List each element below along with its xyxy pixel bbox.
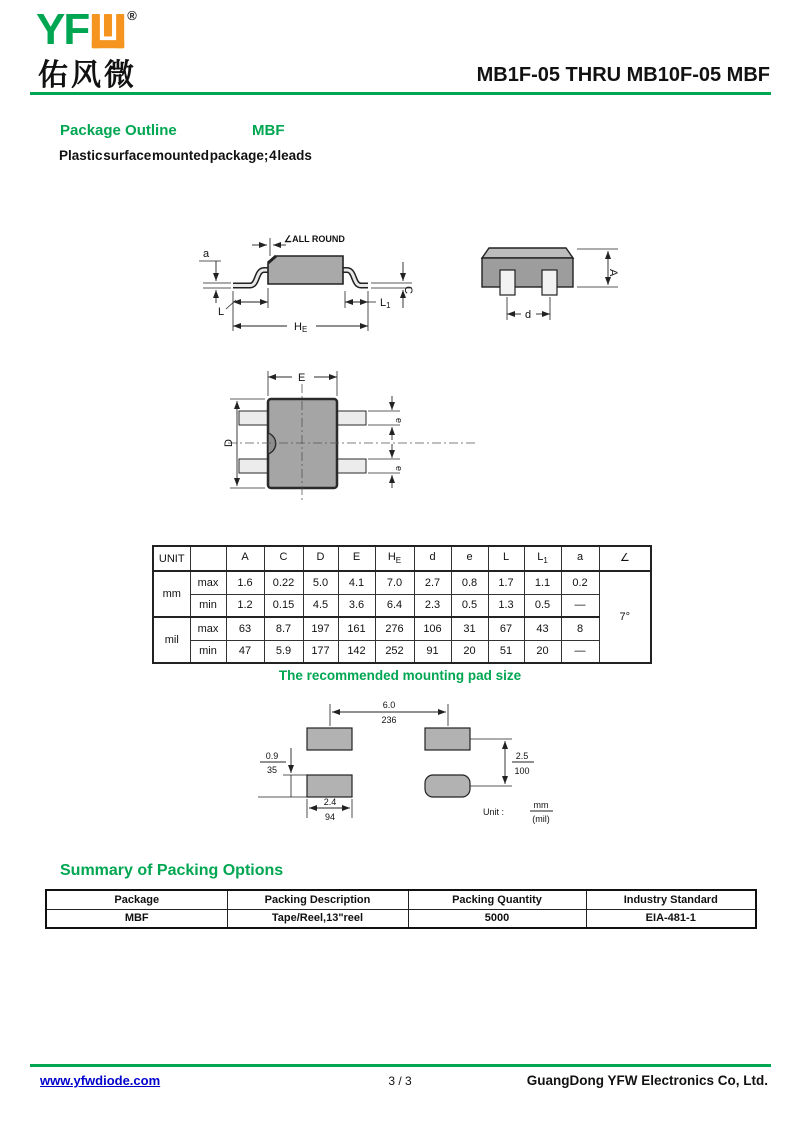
dimensions-table: UNIT A C D E $H_E$ d e L $L_1$ a ∠ mm max 1.6 0.22 5.0 4.1 7.0 2.7 0.8 1.7 1.1 0.2 7° min 1.2 0.15 4.5 3.6 6.4 2.3 0.5 1.3 0.5 — mil max 63 8.7 197 161 276 106 31 67 43 8 min 47 5.9 177 142 252 91 20 51 20 —: [152, 545, 652, 664]
side-view: [199, 238, 412, 331]
package-outline-drawing: [0, 210, 800, 540]
top-view: [228, 371, 478, 502]
unit-note-mil: (mil): [532, 814, 550, 824]
section-heading-package-outline: Package Outline: [60, 122, 177, 139]
label-e-width: E: [298, 372, 306, 384]
table-row: mm max 1.6 0.22 5.0 4.1 7.0 2.7 0.8 1.7 1.1 0.2 7°: [153, 571, 651, 594]
angle-value: 7°: [599, 571, 651, 663]
label-a: a: [203, 248, 210, 260]
pad-span-mil: 236: [381, 715, 397, 725]
section-heading-packing: Summary of Packing Options: [60, 862, 284, 879]
packing-data-row: [46, 909, 756, 928]
package-name: MBF: [252, 122, 285, 139]
label-l1: L1: [380, 297, 391, 310]
pad-gap-mm: 2.5: [515, 751, 529, 761]
mounting-pad-heading: The recommended mounting pad size: [278, 668, 522, 683]
packing-quantity: 5000: [408, 909, 586, 928]
table-row: min 47 5.9 177 142 252 91 20 51 20 —: [153, 640, 651, 663]
pads: [258, 704, 553, 818]
table-row: min 1.2 0.15 4.5 3.6 6.4 2.3 0.5 1.3 0.5 —: [153, 594, 651, 617]
registered-mark: ®: [127, 8, 137, 23]
pad-width-mm: 2.4: [323, 797, 337, 807]
packing-package: MBF: [46, 909, 227, 928]
label-e-pitch-top: e: [394, 418, 404, 424]
logo-chinese-name: 佑风微: [38, 59, 137, 92]
packing-table: [45, 889, 757, 929]
table-row: mil max 63 8.7 197 161 276 106 31 67 43 8: [153, 617, 651, 640]
label-e-pitch-bottom: e: [394, 466, 404, 472]
pad-span-mm: 6.0: [382, 700, 396, 710]
pad-gap-mil: 100: [514, 766, 530, 776]
packing-header-row: Package Packing Description Packing Quantity Industry Standard: [46, 890, 756, 909]
footer-page-number: 3 / 3: [388, 1074, 412, 1088]
logo-text: YF: [36, 5, 89, 54]
pad-width-mil: 94: [324, 812, 336, 822]
pad-height-mil: 35: [266, 765, 278, 775]
pad-height-mm: 0.9: [265, 751, 279, 761]
label-all-round: ∠ALL ROUND: [284, 234, 345, 244]
packing-description: Tape/Reel,13"reel: [227, 909, 408, 928]
package-subtitle: Plastic surface mounted package; 4 leads: [59, 148, 312, 163]
yfw-logo: [36, 5, 137, 54]
mounting-pad-drawing: [0, 690, 800, 840]
unit-note-label: Unit :: [482, 807, 504, 817]
empty-corner: [190, 546, 226, 571]
label-d-depth: D: [223, 439, 235, 447]
front-view: [482, 248, 618, 320]
label-d: d: [525, 309, 532, 321]
logo-w-icon: [90, 14, 126, 50]
unit-corner: UNIT: [153, 546, 190, 571]
footer-rule: [30, 1064, 771, 1067]
label-he: HE: [294, 321, 308, 334]
footer-website-link[interactable]: www.yfwdiode.com: [40, 1073, 161, 1088]
header-rule: [30, 92, 771, 95]
unit-note-mm: mm: [533, 800, 549, 810]
label-a-height: A: [607, 269, 619, 277]
packing-standard: EIA-481-1: [586, 909, 756, 928]
label-l: L: [218, 306, 225, 318]
label-c: C: [402, 286, 414, 294]
page-title: MB1F-05 THRU MB10F-05 MBF: [476, 64, 770, 86]
footer-company: GuangDong YFW Electronics Co, Ltd.: [526, 1073, 768, 1088]
